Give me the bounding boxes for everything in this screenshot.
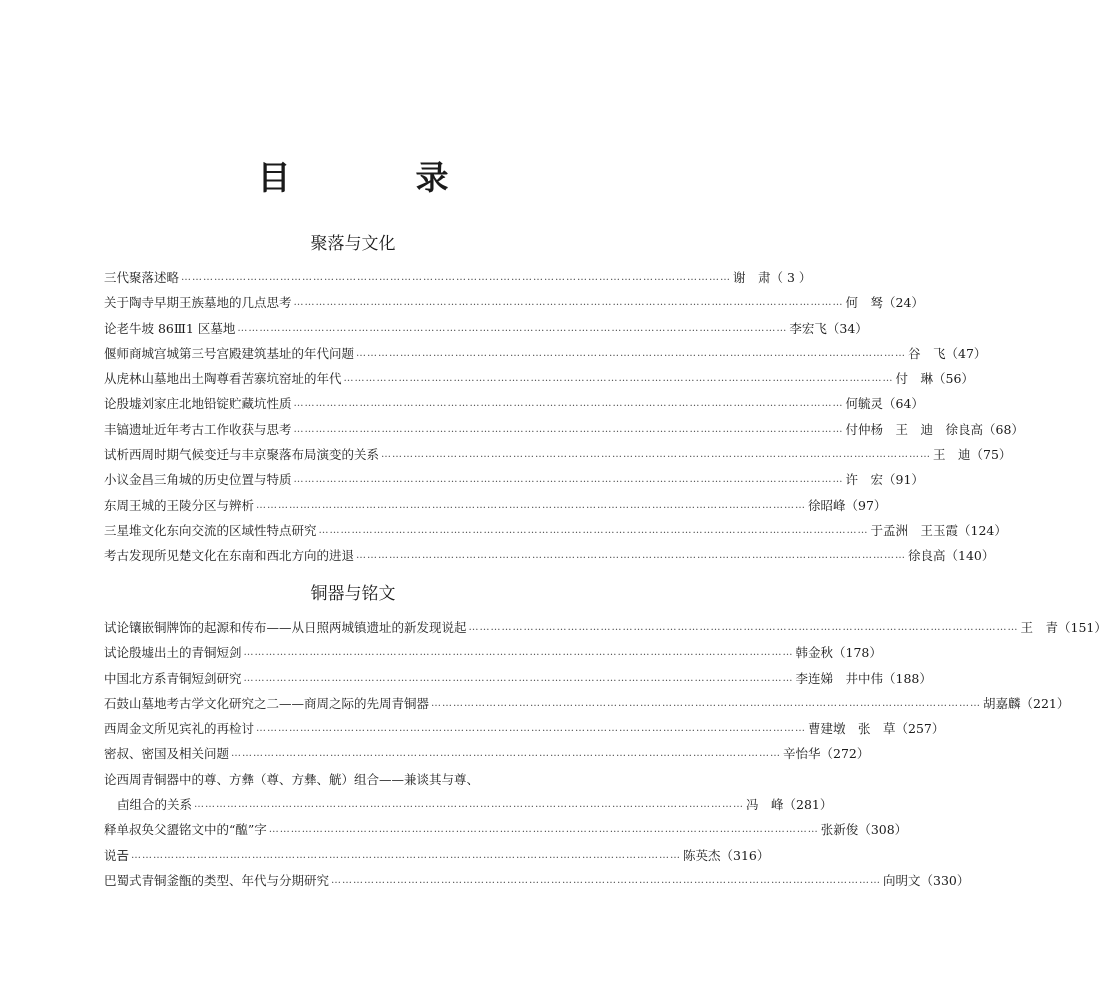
dot-leader: …………………………………………………………………………………………………………………………………… <box>356 347 907 359</box>
entry-page: （188） <box>883 670 932 686</box>
toc-section-bronzes-inscriptions <box>104 615 1107 893</box>
entry-author: 徐良高 <box>908 548 946 564</box>
entry-page: （ 3 ） <box>770 270 812 285</box>
entry-page: （330） <box>920 872 970 888</box>
dot-leader: …………………………………………………………………………………………………………………………………… <box>293 423 844 435</box>
toc-entry[interactable] <box>104 666 932 691</box>
page-title: 目 录 <box>257 158 495 197</box>
toc-entry[interactable] <box>104 843 770 868</box>
toc-entry[interactable] <box>104 341 987 366</box>
dot-leader: …………………………………………………………………………………………………………………………………… <box>293 474 844 486</box>
dot-leader: …………………………………………………………………………………………………………………………………… <box>131 849 682 861</box>
dot-leader: …………………………………………………………………………………………………………………………………… <box>237 322 788 334</box>
entry-title: 论殷墟刘家庄北地铅锭贮藏坑性质 <box>104 396 292 412</box>
toc-entry[interactable] <box>104 817 908 842</box>
toc-section-settlement-culture <box>104 265 1024 569</box>
entry-title: 中国北方系青铜短剑研究 <box>104 670 242 686</box>
entry-title: 说𢀛 <box>104 847 130 863</box>
toc-entry[interactable] <box>104 417 1024 442</box>
entry-author: 陈英杰 <box>683 847 721 863</box>
entry-title: 三代聚落述略 <box>104 270 180 285</box>
dot-leader: …………………………………………………………………………………………………………………………………… <box>243 647 794 659</box>
entry-author: 何 驽 <box>845 295 884 311</box>
entry-page: （47） <box>945 345 987 361</box>
section-heading-settlement-culture: 聚落与文化 <box>310 234 396 254</box>
entry-title: 石鼓山墓地考古学文化研究之二——商周之际的先周青铜器 <box>104 695 430 711</box>
entry-title: 考古发现所见楚文化在东南和西北方向的进退 <box>104 548 355 564</box>
toc-entry[interactable] <box>104 290 924 315</box>
dot-leader: …………………………………………………………………………………………………………………………………… <box>194 799 745 811</box>
entry-author: 于孟洲 王玉霞 <box>870 522 959 538</box>
entry-title: 三星堆文化东向交流的区域性特点研究 <box>104 522 317 538</box>
toc-entry-continuation[interactable] <box>104 792 833 817</box>
toc-entry[interactable] <box>104 518 1007 543</box>
dot-leader: …………………………………………………………………………………………………………………………………… <box>331 874 882 886</box>
entry-title: 丰镐遗址近年考古工作收获与思考 <box>104 421 292 437</box>
entry-title: 巴蜀式青铜釜甑的类型、年代与分期研究 <box>104 872 330 888</box>
entry-title: 试论镶嵌铜牌饰的起源和传布——从日照两城镇遗址的新发现说起 <box>104 620 467 635</box>
dot-leader: …………………………………………………………………………………………………………………………………… <box>293 398 844 410</box>
entry-author: 王 迪 <box>933 447 971 463</box>
dot-leader: …………………………………………………………………………………………………………………………………… <box>243 672 794 684</box>
dot-leader: …………………………………………………………………………………………………………………………………… <box>256 723 807 735</box>
entry-author: 韩金秋 <box>795 645 834 661</box>
entry-author: 付仲杨 王 迪 徐良高 <box>845 421 984 437</box>
entry-page: （308） <box>858 822 908 838</box>
toc-entry[interactable] <box>104 442 1012 467</box>
section-heading-bronzes-inscriptions: 铜器与铭文 <box>310 584 396 604</box>
entry-author: 张新俊 <box>820 822 859 838</box>
entry-page: （316） <box>720 847 770 863</box>
toc-entry[interactable] <box>104 868 970 893</box>
entry-author: 何毓灵 <box>845 396 884 412</box>
entry-title: 西周金文所见宾礼的再检讨 <box>104 721 255 737</box>
entry-page: （178） <box>833 645 882 661</box>
entry-title: 论老牛坡 86Ⅲ1 区墓地 <box>104 320 236 336</box>
dot-leader: …………………………………………………………………………………………………………………………………… <box>268 824 819 836</box>
entry-title: 偃师商城宫城第三号宫殿建筑基址的年代问题 <box>104 345 355 361</box>
toc-entry[interactable] <box>104 316 868 341</box>
entry-title: 试论殷墟出土的青铜短剑 <box>104 645 242 661</box>
entry-page: （257） <box>895 721 945 737</box>
entry-title: 东周王城的王陵分区与辨析 <box>104 497 255 513</box>
entry-author: 李连娣 井中伟 <box>795 670 884 686</box>
entry-title: 关于陶寺早期王族墓地的几点思考 <box>104 295 292 311</box>
entry-author: 胡嘉麟 <box>983 695 1021 711</box>
toc-entry[interactable] <box>104 615 1107 640</box>
entry-page: （151） <box>1058 620 1107 635</box>
toc-entry[interactable] <box>104 543 995 568</box>
entry-author: 王 青 <box>1020 620 1059 635</box>
entry-title: 试析西周时期气候变迁与丰京聚落布局演变的关系 <box>104 447 380 463</box>
entry-title: 卣组合的关系 <box>117 797 193 813</box>
toc-entry-first-line[interactable] <box>104 767 630 792</box>
entry-page: （140） <box>945 548 995 564</box>
dot-leader: …………………………………………………………………………………………………………………………………… <box>318 524 869 536</box>
entry-author: 徐昭峰 <box>808 497 846 513</box>
entry-author: 谷 飞 <box>908 345 946 361</box>
entry-page: （97） <box>845 497 887 513</box>
entry-page: （68） <box>983 421 1024 437</box>
entry-page: （281） <box>783 797 833 813</box>
entry-author: 付 琳 <box>895 371 934 387</box>
dot-leader: …………………………………………………………………………………………………………………………………… <box>231 748 782 760</box>
dot-leader: …………………………………………………………………………………………………………………………………… <box>468 622 1019 633</box>
entry-author: 辛怡华 <box>783 746 821 762</box>
toc-entry[interactable] <box>104 265 812 290</box>
dot-leader: …………………………………………………………………………………………………………………………………… <box>181 272 732 283</box>
entry-page: （221） <box>1020 695 1070 711</box>
entry-page: （34） <box>826 320 868 336</box>
entry-author: 许 宏 <box>845 472 884 488</box>
entry-author: 曹建墩 张 草 <box>808 721 896 737</box>
toc-entry[interactable] <box>104 640 882 665</box>
toc-entry[interactable] <box>104 716 945 741</box>
toc-entry[interactable] <box>104 391 924 416</box>
entry-page: （91） <box>883 472 924 488</box>
dot-leader: …………………………………………………………………………………………………………………………………… <box>343 373 894 385</box>
toc-entry[interactable] <box>104 691 1070 716</box>
toc-entry[interactable] <box>104 741 870 766</box>
entry-author: 谢 肃 <box>733 270 771 285</box>
dot-leader: …………………………………………………………………………………………………………………………………… <box>431 697 982 709</box>
entry-page: （24） <box>883 295 924 311</box>
dot-leader: …………………………………………………………………………………………………………………………………… <box>381 449 932 461</box>
entry-title: 从虎林山墓地出土陶尊看苦寨坑窑址的年代 <box>104 371 342 387</box>
entry-title: 论西周青铜器中的尊、方彝（尊、方彝、觥）组合——兼谈其与尊、 <box>104 771 480 787</box>
entry-title: 密叔、密国及相关问题 <box>104 746 230 762</box>
entry-author: 李宏飞 <box>789 320 827 336</box>
dot-leader: …………………………………………………………………………………………………………………………………… <box>256 499 807 511</box>
entry-title: 释单叔奂父盨铭文中的“醢”字 <box>104 822 267 838</box>
entry-page: （124） <box>958 522 1007 538</box>
entry-page: （64） <box>883 396 924 412</box>
dot-leader: …………………………………………………………………………………………………………………………………… <box>293 297 844 309</box>
entry-page: （56） <box>933 371 974 387</box>
entry-page: （272） <box>820 746 870 762</box>
dot-leader: …………………………………………………………………………………………………………………………………… <box>356 550 907 562</box>
entry-page: （75） <box>970 447 1012 463</box>
toc-entry[interactable] <box>104 467 924 492</box>
entry-author: 向明文 <box>883 872 921 888</box>
entry-author: 冯 峰 <box>746 797 784 813</box>
entry-title: 小议金昌三角城的历史位置与特质 <box>104 472 292 488</box>
toc-entry[interactable] <box>104 366 974 391</box>
toc-entry[interactable] <box>104 493 887 518</box>
